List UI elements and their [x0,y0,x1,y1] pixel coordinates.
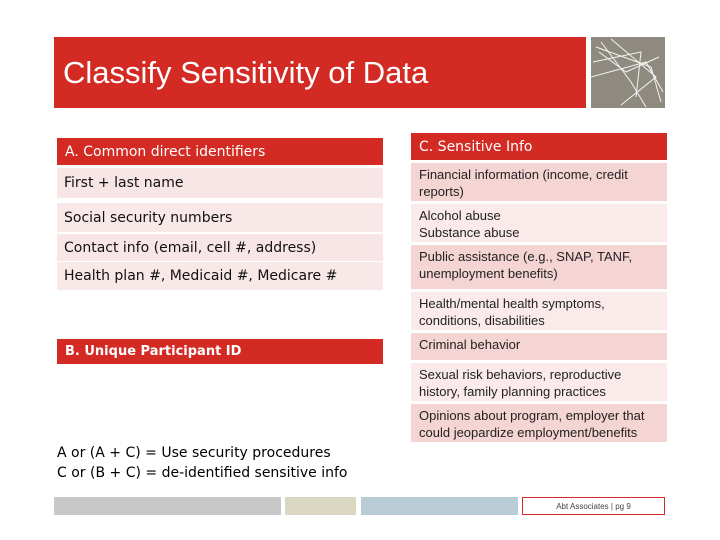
page-title: Classify Sensitivity of Data [63,55,429,90]
footer-bar-gray [54,497,281,515]
header-a: A. Common direct identifiers [57,138,383,165]
table-row: Public assistance (e.g., SNAP, TANF, unemployment benefits) [411,245,667,289]
abt-logo-icon [591,37,665,108]
header-b: B. Unique Participant ID [57,339,383,364]
abt-logo [591,37,665,108]
rule-line-2: C or (B + C) = de-identified sensitive info [57,465,348,481]
table-row: Criminal behavior [411,333,667,360]
table-row: Alcohol abuse Substance abuse [411,204,667,242]
list-item: First + last name [57,168,383,198]
header-c: C. Sensitive Info [411,133,667,160]
table-row: Sexual risk behaviors, reproductive history, family planning practices [411,363,667,401]
list-item: Contact info (email, cell #, address) [57,234,383,261]
footer-label: Abt Associates | pg 9 [522,497,665,515]
table-row: Health/mental health symptoms, conditions, disabilities [411,292,667,330]
list-item: Social security numbers [57,203,383,232]
rule-line-1: A or (A + C) = Use security procedures [57,445,331,461]
footer-bar-blue [361,497,518,515]
footer-bar-olive [285,497,356,515]
table-row: Opinions about program, employer that could jeopardize employment/benefits [411,404,667,442]
table-row: Financial information (income, credit reports) [411,163,667,201]
title-bar [54,37,586,108]
list-item: Health plan #, Medicaid #, Medicare # [57,262,383,290]
